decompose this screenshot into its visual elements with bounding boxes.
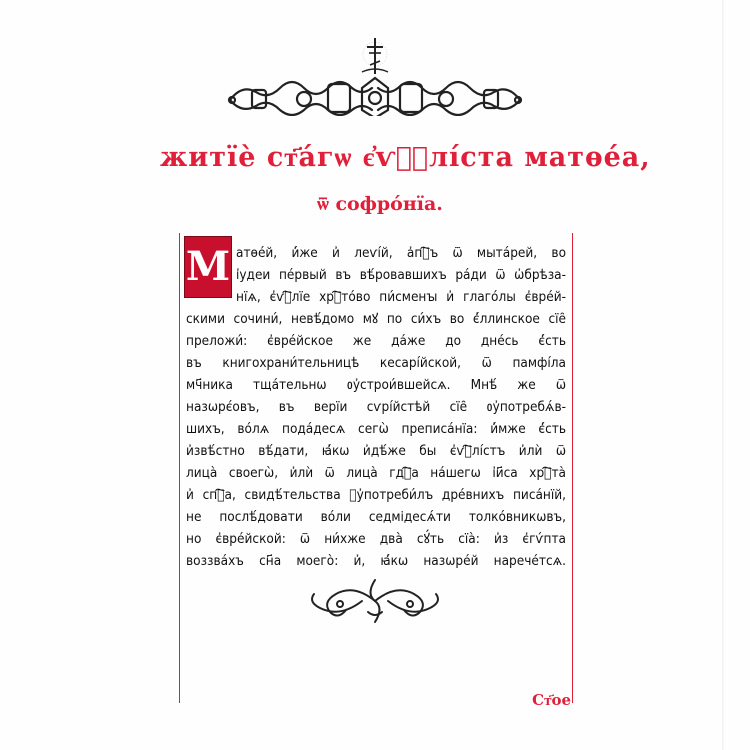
- drop-cap-letter: М: [185, 243, 231, 290]
- page-edge: [722, 0, 724, 750]
- text-line-7: мч҃ника тща́тельнѡ ᲂу҆строи́вшейсѧ. Мнѣ́ же ѿ: [186, 377, 566, 393]
- text-line-13: не послѣ́довати во́ли седмідесѧ́ти толко́вникѡвъ,: [186, 509, 566, 525]
- right-margin-rule: [572, 233, 573, 703]
- text-line-12: и҆ спⷭ҇а, свидѣ́тельства ᲂу҆потреби́лъ дре́внихъ писа́нїй,: [186, 487, 566, 503]
- tailpiece-ornament: [300, 574, 450, 628]
- text-line-1: атѳе́й, и҆́же и҆ леѵі́й, а҆пⷧ҇ъ ѿ мыта́рей, во: [236, 245, 566, 261]
- text-line-4: скими сочини́, невѣ́домо мꙋ по си́хъ во є҆́ллинское сїе̑: [186, 311, 566, 327]
- catchword: Ст҃ое: [532, 691, 571, 709]
- text-line-10: и҆звѣ́стно вѣ́дати, ꙗ҆́кѡ и҆дѣ́же бы є҆ѵⷢ҇лі́стъ и҆лѝ ѿ: [186, 443, 566, 459]
- text-line-3: нїѧ, є҆ѵⷢ҇лїе хрⷭ҇то́во пи́сменꙑ и҆ глаго́лы є҆вре́й-: [236, 289, 566, 305]
- text-line-8: назѡрє́овъ, въ верїи сѵрі́йстѣй сїе̑ ᲂу҆потребѧ́в-: [186, 399, 566, 415]
- cross-icon: [362, 38, 388, 74]
- text-line-9: шихъ, во́лѧ пода́десѧ сегѡ̀ преписа́нїа: и҆́мже є҆́сть: [186, 421, 566, 437]
- text-line-15: воззва́хъ сн҃а моего̀: и҆, ꙗ҆́кѡ назѡре́й нарече́тсѧ.: [186, 553, 566, 569]
- page-title: житїѐ ст҃а́гѡ є҆ѵⷢ҇лі́ста матѳе́а,: [160, 142, 651, 173]
- text-line-6: въ книгохрани́тельницѣ кесарі́йской, ѿ памфі́ла: [186, 355, 566, 371]
- left-margin-rule: [179, 233, 180, 703]
- page-subtitle: ѿ софро́нїа.: [317, 193, 443, 215]
- text-line-14: но є҆вре́йской: ѿ ни́хже два̀ сꙋ́ть сїа̀: и҆з є҆гѵ́пта: [186, 531, 566, 547]
- text-line-11: лица̀ своегѡ̀, и҆лѝ ѿ лица̀ гдⷭ҇а на́шегѡ і҆и҃са хрⷭ҇та̀: [186, 465, 566, 481]
- headpiece-ornament: [222, 32, 528, 116]
- drop-cap-initial: [184, 236, 232, 298]
- text-line-2: і҆удеи пе́рвый въ вѣ́ровавшихъ ра́ди ѿ ѡ҆брѣза-: [236, 267, 566, 283]
- text-line-5: преложи́: є҆вре́йское же да́же до дне́сь є҆́сть: [186, 333, 566, 349]
